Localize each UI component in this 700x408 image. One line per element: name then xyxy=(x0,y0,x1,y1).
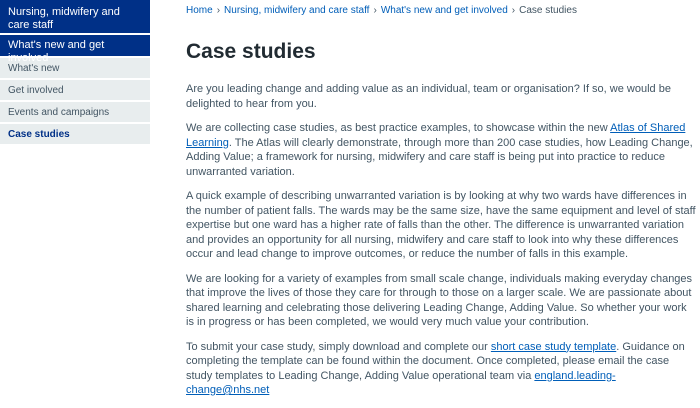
email-link[interactable]: england.leading-change@nhs.net xyxy=(186,369,616,396)
sidebar-item-label: Case studies xyxy=(8,129,70,140)
breadcrumb-nursing-link[interactable]: Nursing, midwifery and care staff xyxy=(224,5,370,16)
page-title: Case studies xyxy=(186,40,316,63)
breadcrumb-separator-icon: › xyxy=(216,5,221,16)
intro-paragraph: Are you leading change and adding value as an individual, team or organisation? If so, we would be delighted to hear from you. xyxy=(186,83,671,110)
sidebar-item-case-studies[interactable] xyxy=(0,124,150,144)
case-study-template-link[interactable]: short case study template xyxy=(490,340,617,353)
breadcrumb-whats-new-link[interactable]: What's new and get involved xyxy=(380,5,508,16)
sidebar-nav xyxy=(0,0,150,146)
sidebar-subsection-label: What's new and get involved xyxy=(8,39,105,64)
sidebar-section-nursing[interactable] xyxy=(0,0,150,33)
atlas-of-shared-learning-link[interactable]: Atlas of Shared Learning xyxy=(186,122,686,149)
sidebar-section-label: Nursing, midwifery and care staff xyxy=(8,6,120,31)
paragraph-text: To submit your case study, simply download and complete our xyxy=(186,340,491,353)
paragraph-text: . Guidance on completing the template can be found within the document. Once completed, please email the case study templates to Leading Change, Adding Value operational team via xyxy=(186,340,685,382)
atlas-paragraph xyxy=(186,121,696,179)
main-content xyxy=(186,0,696,408)
paragraph-text: We are collecting case studies, as best practice examples, to showcase within the new xyxy=(186,122,611,134)
sidebar-item-label: Get involved xyxy=(8,85,64,96)
submit-paragraph xyxy=(186,340,696,398)
sidebar-item-label: What's new xyxy=(8,63,60,74)
sidebar-item-events-campaigns[interactable] xyxy=(0,102,150,122)
breadcrumb-current: Case studies xyxy=(519,5,577,16)
paragraph-text: . The Atlas will clearly demonstrate, through more than 200 case studies, how Leading Change, Adding Value; a framework for nursing, midwifery and care staff is being put into practice to reduce unwarranted variation. xyxy=(186,136,693,178)
sidebar-item-label: Events and campaigns xyxy=(8,107,110,118)
breadcrumb-separator-icon: › xyxy=(511,5,516,16)
breadcrumb-separator-icon: › xyxy=(373,5,377,16)
sidebar-item-get-involved[interactable] xyxy=(0,80,150,100)
sidebar-subsection-whats-new-get-involved[interactable] xyxy=(0,35,150,64)
examples-paragraph: We are looking for a variety of examples from small scale change, individuals making everyday changes that improve the lives of those they care for through to those on a larger scale. We are passionate about shared learning and celebrating those delivering Leading Change, Adding Value. So whether your work is in progress or has been completed, we would very much value your contribution. xyxy=(186,272,693,328)
breadcrumb-home-link[interactable]: Home xyxy=(186,5,213,16)
breadcrumb xyxy=(186,5,696,17)
variation-paragraph: A quick example of describing unwarranted variation is by looking at why two wards have differences in the number of patient falls. The wards may be the same size, have the same equipment and level of staff expertise but one ward has a higher rate of falls than the other. The difference is unwarranted variation and provides an opportunity for all nursing, midwifery and care staff to look into why these differences occur and lead change to improve outcomes, or reduce the number of falls in this example. xyxy=(186,190,696,260)
